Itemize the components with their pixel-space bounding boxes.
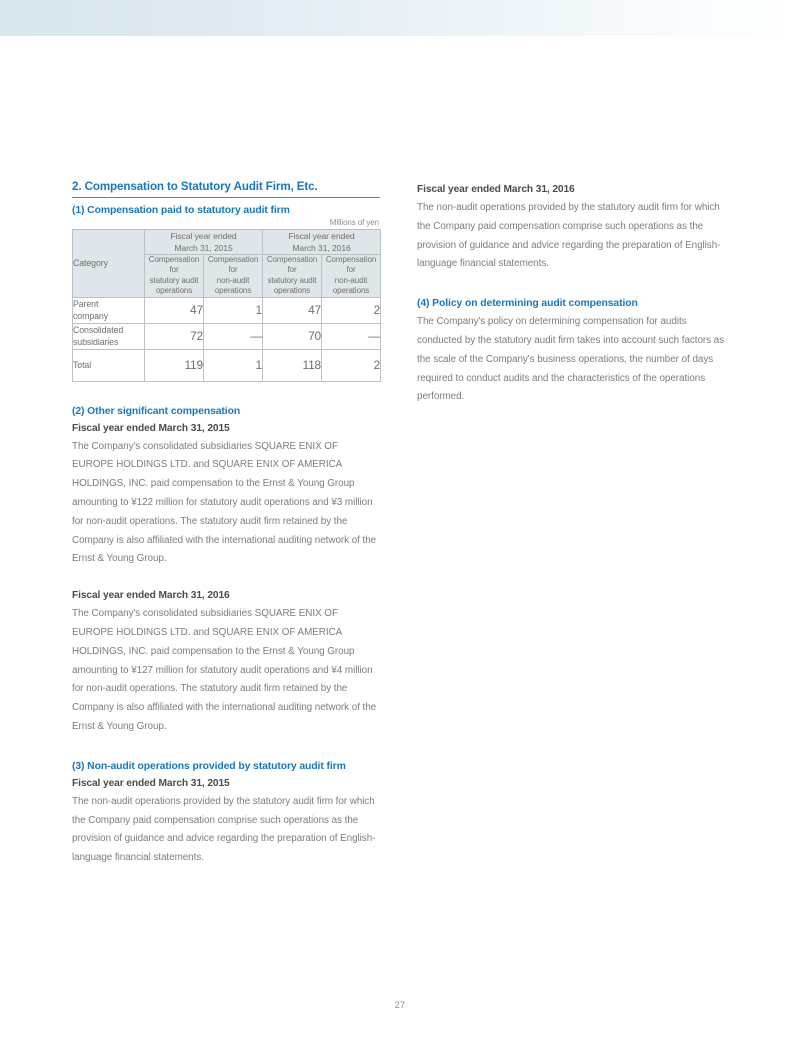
spacer — [72, 382, 380, 399]
table-units-label: Millions of yen — [329, 218, 379, 227]
cell-subsidiaries-2015-nonaudit: — — [204, 323, 263, 349]
row2-label-line1: Total — [73, 360, 92, 370]
page-title: 2. Compensation to Statutory Audit Firm, Etc. — [72, 180, 380, 198]
fy2015-line2: March 31, 2015 — [174, 243, 233, 253]
col1-line4: operations — [214, 286, 252, 296]
table-header-fy2015 — [145, 230, 263, 255]
right-column — [417, 180, 725, 407]
table-header-col-2 — [263, 255, 322, 298]
table-header-col-1 — [204, 255, 263, 298]
col3-line1: Compensation — [325, 255, 377, 264]
section-2-fy2016-heading: Fiscal year ended March 31, 2016 — [72, 590, 230, 602]
cell-subsidiaries-2015-audit: 72 — [145, 323, 204, 349]
col3-line2: for — [346, 265, 356, 275]
section-4-heading: (4) Policy on determining audit compensation — [417, 298, 638, 310]
table-header-category — [73, 230, 145, 298]
row-label-consolidated-subsidiaries — [73, 323, 145, 349]
fy2016-line1: Fiscal year ended — [288, 231, 355, 241]
cell-total-2015-audit: 119 — [145, 350, 204, 382]
cell-subsidiaries-2016-audit: 70 — [263, 323, 322, 349]
col0-line4: operations — [155, 286, 193, 296]
table-header-col-0 — [145, 255, 204, 298]
cell-total-2015-nonaudit: 1 — [204, 350, 263, 382]
row1-label-line1: Consolidated — [73, 324, 124, 335]
table-header-fy2016 — [263, 230, 381, 255]
col1-line3: non-audit — [216, 275, 250, 285]
section-2-fy2015-body: The Company's consolidated subsidiaries SQUARE ENIX OF EUROPE HOLDINGS LTD. and SQUARE ENIX OF AMERICA HOLDINGS, INC. paid compensation to the Ernst & Young Group amounting to ¥122 million for statutory audit operations and ¥3 million for non-audit operations. The statutory audit firm retained by the Company is also affiliated with the international auditing network of the Ernst & Young Group. — [72, 440, 377, 565]
category-header-label: Category — [73, 258, 108, 269]
section-2-fy2016-body: The Company's consolidated subsidiaries SQUARE ENIX OF EUROPE HOLDINGS LTD. and SQUARE ENIX OF AMERICA HOLDINGS, INC. paid compensation to the Ernst & Young Group amounting to ¥127 million for statutory audit operations and ¥4 million for non-audit operations. The statutory audit firm retained by the Company is also affiliated with the international auditing network of the Ernst & Young Group. — [72, 608, 377, 732]
spacer — [417, 274, 725, 291]
row-label-total — [73, 350, 145, 382]
cell-subsidiaries-2016-nonaudit: — — [322, 323, 381, 349]
col2-line1: Compensation — [266, 255, 318, 264]
cell-total-2016-nonaudit: 2 — [322, 350, 381, 382]
section-3-fy2015-heading: Fiscal year ended March 31, 2015 — [72, 777, 230, 789]
section-3-fy2015-body: The non-audit operations provided by the statutory audit firm for which the Company paid compensation comprise such operations as the provision of guidance and advice regarding the preparation of English-language financial statements. — [72, 795, 376, 864]
spacer — [72, 737, 380, 754]
section-1-heading: (1) Compensation paid to statutory audit firm — [72, 205, 290, 216]
cell-total-2016-audit: 118 — [263, 350, 322, 382]
table-row — [73, 350, 381, 382]
cell-parent-2015-nonaudit: 1 — [204, 297, 263, 323]
col3-line3: non-audit — [334, 275, 368, 285]
row1-label-line2: subsidiaries — [73, 337, 119, 348]
cell-parent-2016-audit: 47 — [263, 297, 322, 323]
col1-line1: Compensation — [207, 255, 259, 264]
section-2-heading: (2) Other significant compensation — [72, 405, 241, 417]
fy2016-line2: March 31, 2016 — [292, 243, 351, 253]
cell-parent-2015-audit: 47 — [145, 297, 204, 323]
row-label-parent-company — [73, 297, 145, 323]
section-3-heading: (3) Non-audit operations provided by statutory audit firm — [72, 760, 346, 772]
section-4-body: The Company's policy on determining compensation for audits conducted by the statutory audit firm takes into account such factors as the scale of the Company's business operations, the number of days required to conduct audits and the characteristics of the operations performed. — [417, 316, 725, 403]
section-2-fy2015-heading: Fiscal year ended March 31, 2015 — [72, 422, 230, 434]
table-header-col-3 — [322, 255, 381, 298]
col1-line2: for — [228, 265, 238, 275]
col2-line2: for — [287, 265, 297, 275]
col3-line4: operations — [332, 286, 370, 296]
section-3-fy2016-body: The non-audit operations provided by the statutory audit firm for which the Company paid compensation comprise such operations as the provision of guidance and advice regarding the preparation of English-language financial statements. — [417, 202, 721, 270]
spacer — [72, 569, 380, 586]
col2-line4: operations — [273, 286, 311, 296]
col0-line1: Compensation — [148, 255, 200, 264]
col0-line2: for — [169, 265, 179, 275]
table-row — [73, 323, 381, 349]
col2-line3: statutory audit — [267, 275, 317, 285]
row0-label-line1: Parent — [73, 298, 99, 309]
left-column — [72, 180, 380, 868]
row0-label-line2: company — [73, 311, 108, 322]
section-3-fy2016-heading: Fiscal year ended March 31, 2016 — [417, 184, 575, 195]
compensation-table — [72, 229, 381, 382]
table-row — [73, 297, 381, 323]
page-number: 27 — [394, 1000, 406, 1010]
cell-parent-2016-nonaudit: 2 — [322, 297, 381, 323]
fy2015-line1: Fiscal year ended — [170, 231, 237, 241]
col0-line3: statutory audit — [149, 275, 199, 285]
table-header-row-years — [73, 230, 381, 255]
